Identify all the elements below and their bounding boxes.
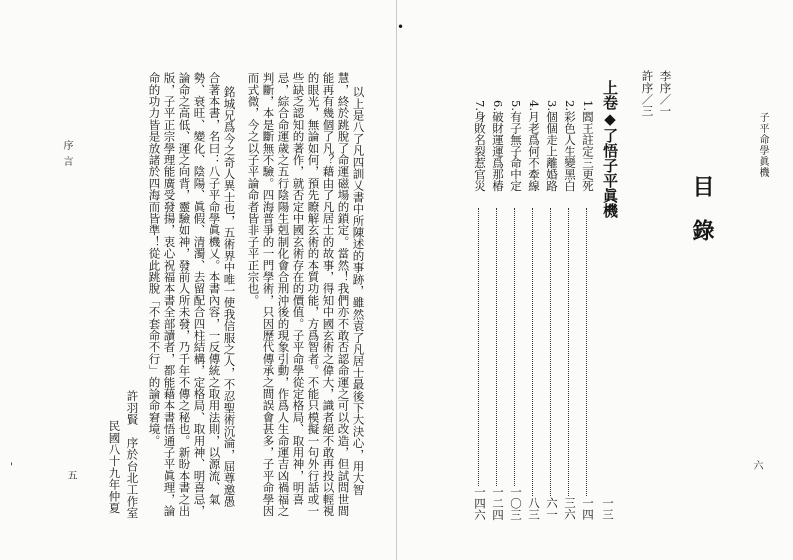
preface-line: 判斷，本是斷無不驗。四海普爭的一門學術，只因歷代傳承之間誤會甚多，子平命學因 (261, 72, 276, 517)
preface-line: 版，子平正宗學理能廣受發揚，衷心祝福本書全部讀者，都能藉本書悟通子平眞理，論 (162, 72, 177, 517)
toc-leader-dots (568, 208, 569, 498)
preface-line: 忌，綜合命運歲之五行陰陽生剋制化會合刑沖後的現象引動，作爲人生命運吉凶禍福之 (276, 72, 291, 517)
toc-volume-entry[interactable] (600, 80, 620, 520)
toc-chapter-entry[interactable] (544, 100, 560, 520)
toc-page-number: 一四 (581, 497, 595, 520)
running-header: 序言 (61, 140, 72, 172)
running-title: 子平命學眞機 (757, 112, 768, 178)
toc-chapter-title: 2.彩色人生變黑白 (563, 100, 577, 192)
toc-chapter-entry[interactable] (472, 100, 488, 520)
toc-leader-dots (586, 208, 587, 498)
toc-page-number: 三六 (563, 497, 577, 520)
toc-page-number: 一三 (601, 497, 615, 520)
margin-mark: ' (10, 462, 13, 473)
preface-date: 民國八十九年仲夏 (107, 420, 122, 514)
preface-line: 論命之高低、運之向背，靈驗如神，發前人所未發，乃千年不傳之秘也。新盼本書之出 (177, 72, 192, 517)
toc-leader-dots (478, 208, 479, 488)
page-number: 五 (65, 470, 76, 480)
toc-chapter-title: 7.身敗名裂惹官災 (473, 100, 487, 192)
toc-chapter-entry[interactable] (508, 100, 524, 520)
preface-line: 銘城兄爲今之奇人異士也，五術界中唯一使我信服之人，不忍聖術沉淪，屈尊邀愚 (222, 86, 237, 508)
preface-signature: 許羽賢 序於台北工作室 (125, 390, 140, 519)
toc-page-number: 八三 (527, 497, 541, 520)
preface-line: 些缺乏認知的著作，就否定中國玄術存在的價值。子平命學從定格局、取用神，明喜 (291, 72, 306, 505)
preface-line: 的眼光，無論如何，預先瞭解玄術的本質功能，方爲智者。不能只模擬一句外行話或一 (306, 72, 321, 517)
preface-page (0, 0, 396, 560)
preface-line: 而式微，今之以子平論命者皆非子平正宗也。 (246, 72, 261, 306)
toc-chapter-title: 6.破財運運爲那椿 (491, 100, 505, 192)
toc-chapter-title: 1.閻王註定三更死 (581, 100, 595, 192)
preface-line: 以上是八了凡四訓乂書中所陳述的事跡，雖然袁了凡居士最後下大決心，用大智 (351, 86, 366, 496)
preface-line: 合著本書，名曰：八子平命學眞機乂。本書內容，一反傳統之取用法則，以源流、氣 (207, 72, 222, 505)
preface-line: 慧，終於跳脫了命運磁場的鎖定。當然！我們亦不敢否認命運之可以改造，但試問世間 (336, 72, 351, 517)
preface-line: 勢、衰旺、變化、陰陽、眞假、清濁、去留配合四柱結構，定格局、取用神、明喜忌， (192, 72, 207, 517)
toc-chapter-title: 5.有子無子命中定 (509, 100, 523, 192)
toc-page-number: 一四六 (473, 485, 487, 520)
contents-heading: 目 錄 (689, 175, 715, 241)
toc-chapter-entry[interactable] (562, 100, 578, 520)
toc-volume-title: 上卷◆了悟子平眞機 (601, 80, 619, 218)
toc-preface-entry[interactable]: 李序／一 (658, 70, 673, 117)
toc-page-number: 一〇三 (509, 485, 523, 520)
toc-chapter-title: 4.月老爲何不牽線 (527, 100, 541, 192)
toc-leader-dots (514, 208, 515, 488)
toc-page-number: 一二四 (491, 485, 505, 520)
contents-page (397, 0, 793, 560)
toc-page-number: 六一 (545, 497, 559, 520)
margin-mark: • (397, 20, 405, 34)
toc-leader-dots (532, 208, 533, 498)
preface-line: 能再有幾個了凡？藉由了凡居士的故事，得知中國玄術之偉大，識者絕不敢再投以輕視 (321, 72, 336, 517)
toc-chapter-entry[interactable] (490, 100, 506, 520)
toc-leader-dots (496, 208, 497, 488)
preface-line: 命的功力皆是放諸於四海而皆準！從此跳脫「不套命不行」的論命窘境。 (147, 72, 162, 447)
toc-chapter-entry[interactable] (580, 100, 596, 520)
toc-preface-entry[interactable]: 許序／三 (640, 70, 655, 117)
toc-chapter-title: 3.個個走上離婚路 (545, 100, 559, 192)
page-number: 六 (751, 460, 762, 470)
toc-chapter-entry[interactable] (526, 100, 542, 520)
toc-leader-dots (550, 208, 551, 498)
